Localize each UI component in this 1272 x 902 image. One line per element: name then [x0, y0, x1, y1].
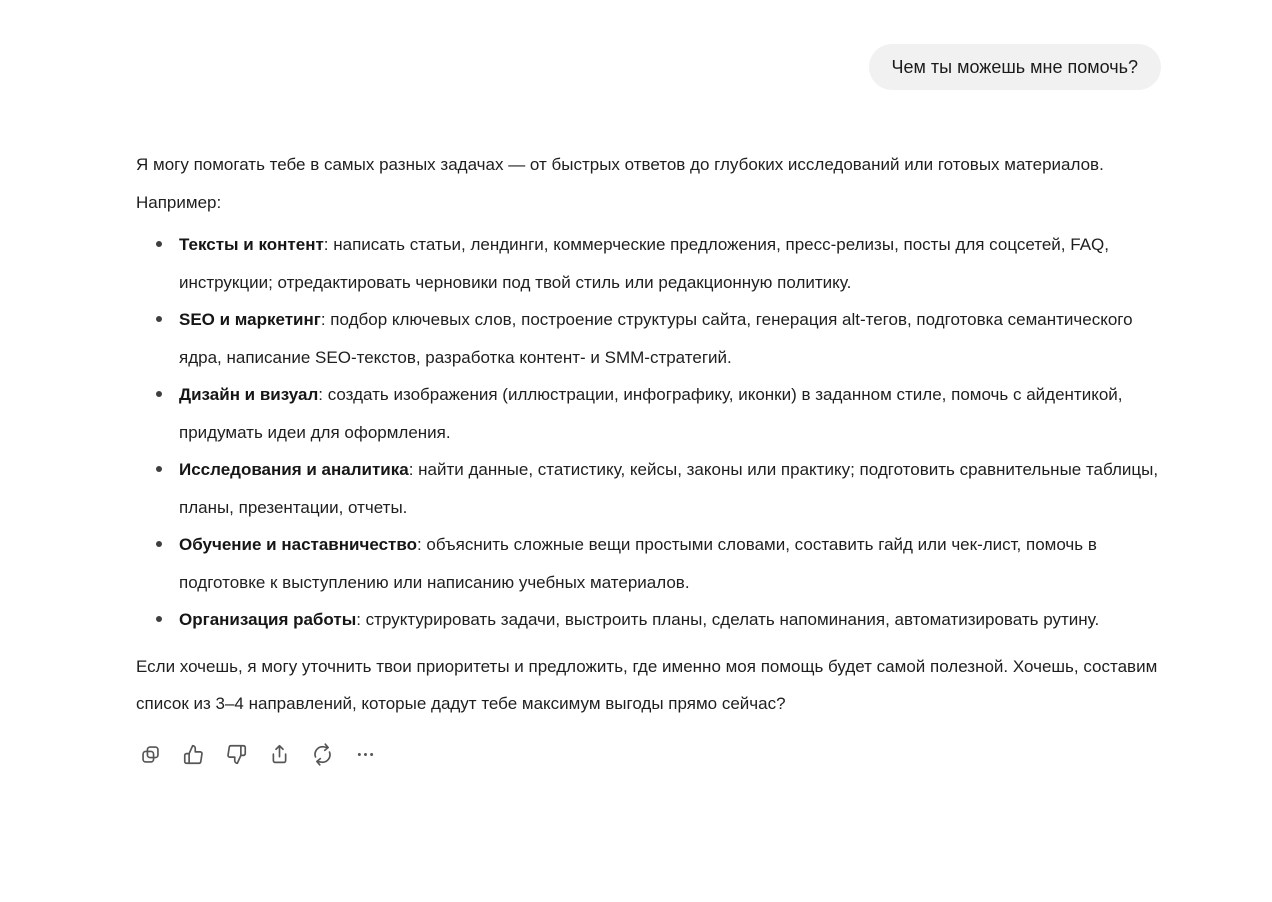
more-options-button[interactable] [351, 740, 380, 769]
bullet-title: SEO и маркетинг [179, 310, 321, 329]
regenerate-icon [312, 744, 333, 765]
user-message-bubble: Чем ты можешь мне помочь? [869, 44, 1161, 90]
bullet-title: Организация работы [179, 610, 357, 629]
thumbs-up-button[interactable] [179, 740, 208, 769]
assistant-message [136, 146, 1161, 769]
bullet-text: : написать статьи, лендинги, коммерческие предложения, пресс-релизы, посты для соцсетей, FAQ, инструкции; отредактировать черновики под твой стиль или редакционную политику. [179, 235, 1109, 292]
user-message-row [136, 44, 1161, 90]
bullet-text: : объяснить сложные вещи простыми словами, составить гайд или чек-лист, помочь в подготовке к выступлению или написанию учебных материалов. [179, 535, 1097, 592]
list-item [179, 526, 1161, 601]
bullet-title: Дизайн и визуал [179, 385, 319, 404]
bullet-text: : создать изображения (иллюстрации, инфографику, иконки) в заданном стиле, помочь с айдентикой, придумать идеи для оформления. [179, 385, 1123, 442]
bullet-title: Обучение и наставничество [179, 535, 417, 554]
message-action-bar [136, 740, 1161, 769]
list-item [179, 601, 1161, 639]
bullet-title: Тексты и контент [179, 235, 324, 254]
thumbs-down-icon [226, 744, 247, 765]
share-button[interactable] [265, 740, 294, 769]
bullet-text: : найти данные, статистику, кейсы, законы или практику; подготовить сравнительные таблицы, планы, презентации, отчеты. [179, 460, 1159, 517]
conversation [136, 0, 1161, 769]
list-item [179, 376, 1161, 451]
list-item [179, 301, 1161, 376]
list-item [179, 226, 1161, 301]
regenerate-button[interactable] [308, 740, 337, 769]
share-icon [269, 744, 290, 765]
assistant-bullet-list [136, 226, 1161, 639]
more-options-icon [355, 744, 376, 765]
copy-button[interactable] [136, 740, 165, 769]
thumbs-down-button[interactable] [222, 740, 251, 769]
bullet-text: : структурировать задачи, выстроить планы, сделать напоминания, автоматизировать рутину. [356, 610, 1100, 629]
bullet-title: Исследования и аналитика [179, 460, 409, 479]
bullet-text: : подбор ключевых слов, построение структуры сайта, генерация alt-тегов, подготовка семантического ядра, написание SEO-текстов, разработка контент- и SMM-стратегий. [179, 310, 1133, 367]
assistant-intro: Я могу помогать тебе в самых разных задачах — от быстрых ответов до глубоких исследований или готовых материалов. Например: [136, 155, 1104, 212]
copy-icon [140, 744, 161, 765]
thumbs-up-icon [183, 744, 204, 765]
assistant-outro: Если хочешь, я могу уточнить твои приоритеты и предложить, где именно моя помощь будет самой полезной. Хочешь, составим список из 3–4 направлений, которые дадут тебе максимум выгоды прямо сейчас? [136, 656, 1158, 713]
list-item [179, 451, 1161, 526]
